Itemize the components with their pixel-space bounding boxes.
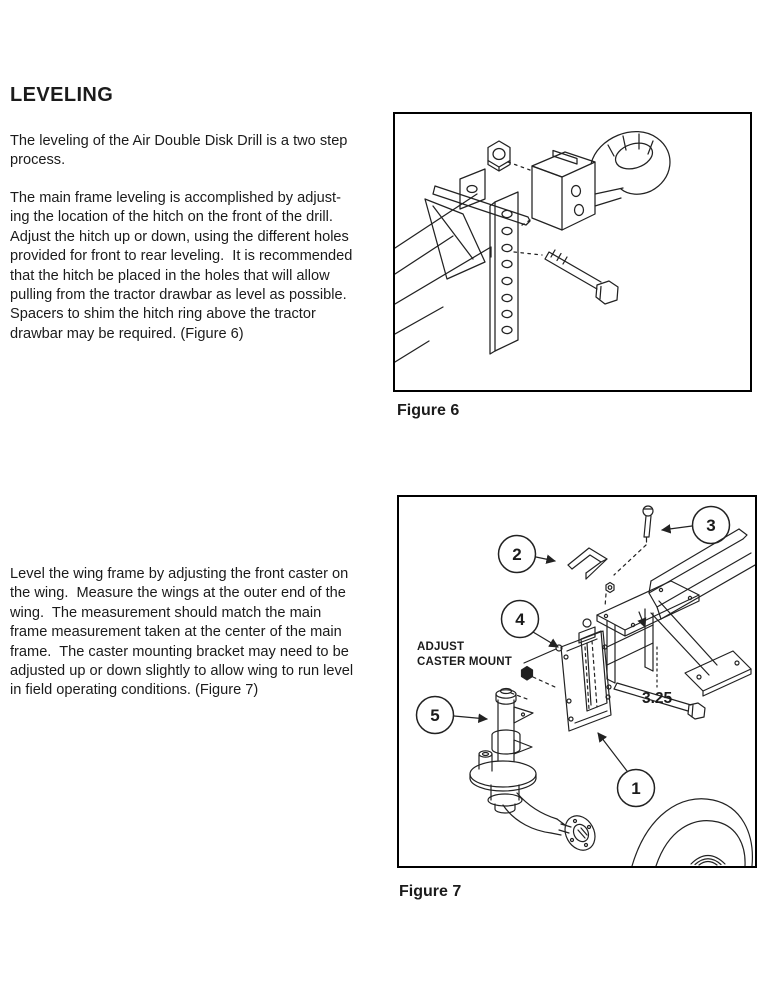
text-line: frame. The caster mounting bracket may need to be [10,643,349,660]
gusset-plate [425,199,485,279]
text-line: process. [10,152,66,169]
text-line: that the hitch be placed in the holes that will allow [10,267,330,284]
callout-5-number: 5 [430,706,440,725]
u-clip [568,548,607,579]
callout-3-number: 3 [706,516,716,535]
text-line: Spacers to shim the hitch ring above the tractor [10,306,316,323]
figure7-drawing [399,497,755,866]
adjust-label-line1: ADJUST [417,641,465,653]
paragraph-intro [10,132,347,171]
paragraph-wing-frame-leveling [10,565,353,701]
text-line: The leveling of the Air Double Disk Drill is a two step [10,133,348,149]
caster-assembly [470,689,601,856]
hitch-ring [591,132,670,206]
clip-nut [606,583,614,593]
hitch-clevis [532,151,595,231]
callout-1-number: 1 [631,779,641,798]
paragraph-main-frame-leveling [10,189,352,344]
figure6-caption: Figure 6 [397,402,460,419]
cross-strap [433,186,530,225]
text-line: provided for front to rear leveling. It is recommended [10,248,353,265]
text-line: in field operating conditions. (Figure 7) [10,682,259,699]
hitch-bolt [545,250,618,304]
text-line: the wing. Measure the wings at the outer end of the [10,585,346,602]
text-line: Adjust the hitch up or down, using the different holes [10,228,349,245]
figure7-box [397,495,757,868]
adjust-caster-mount-label [417,640,512,670]
text-line: ing the location of the hitch on the front of the drill. [10,209,333,226]
adjust-label-line2: CASTER MOUNT [417,656,513,668]
callout-2-number: 2 [512,545,522,564]
figure6-drawing [395,114,750,390]
adjust-label-leader [524,649,556,663]
text-line: wing. The measurement should match the main [10,604,322,621]
top-bolt [643,506,653,542]
text-line: The main frame leveling is accomplished by adjust- [10,190,341,206]
wing-frame [597,529,755,696]
caster-mount-plate [556,619,611,731]
text-line: adjusted up or down slightly to allow wing to run level [10,663,354,680]
assembly-dashed-lines [508,162,542,255]
page-title: LEVELING [10,84,114,106]
text-line: pulling from the tractor drawbar as level as possible. [10,287,347,304]
figure6-box [393,112,752,392]
hex-nut [488,141,510,171]
text-line: frame measurement taken at the center of the main [10,624,342,641]
tire [632,799,752,866]
text-line: drawbar may be required. (Figure 6) [10,325,244,342]
callout-4-number: 4 [515,610,525,629]
text-line: Level the wing frame by adjusting the front caster on [10,566,349,582]
adjustment-bar [490,192,518,354]
dimension-label: 3.25 [642,690,673,707]
figure7-caption: Figure 7 [399,883,462,900]
dark-nut [522,667,533,681]
